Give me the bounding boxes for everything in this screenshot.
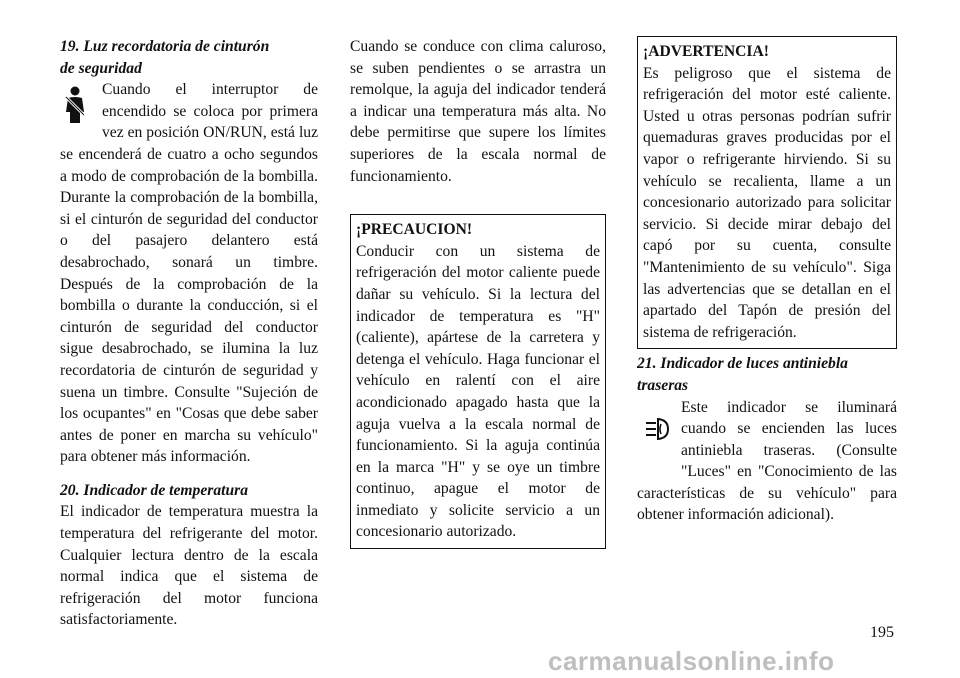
column-middle	[350, 36, 606, 549]
warning-title: ¡ADVERTENCIA!	[643, 43, 769, 60]
section21-body: Este indicador se iluminará cuando se encienden las luces antiniebla traseras. (Consulte "Luces" en "Conocimiento de las características de su vehículo" para obtener información adicional).	[637, 398, 897, 524]
column-right	[637, 36, 897, 526]
warning-body: Es peligroso que el sistema de refrigeración del motor esté caliente. Usted u otras personas podrían sufrir quemaduras graves producidas por el vapor o refrigerante hirviendo. Si su vehículo se recalienta, llame a un concesionario autorizado para solicitar servicio. Si decide mirar debajo del capó por su cuenta, consulte "Mantenimiento de su vehículo". Siga las advertencias que se detallan en el apartado del Tapón de presión del sistema de refrigeración.	[643, 64, 891, 341]
rear-fog-light-icon	[637, 397, 681, 463]
section19-body: Cuando el interruptor de encendido se coloca por primera vez en posición ON/RUN, está luz se encenderá de cuatro a ocho segundos a modo de comprobación de la bombilla. Durante la comprobación de la bombilla, si el cinturón de seguridad del conductor o del pasajero delantero está desabrochado, sonará un timbre. Después de la comprobación de la bombilla o durante la conducción, si el cinturón de seguridad del conductor sigue desabrochado, se ilumina la luz recordatoria de cinturón de seguridad y suena un timbre. Consulte "Sujeción de los ocupantes" en "Cosas que debe saber antes de poner en marcha su vehículo" para obtener más información.	[60, 81, 318, 466]
warning-box	[637, 36, 897, 349]
seatbelt-icon	[60, 79, 102, 139]
caution-box	[350, 214, 606, 549]
section19-heading	[60, 36, 318, 79]
section19-heading-line1: 19. Luz recordatoria de cinturón	[60, 38, 270, 55]
section21-heading	[637, 353, 897, 396]
watermark: carmanualsonline.info	[548, 646, 835, 676]
caution-title: ¡PRECAUCION!	[356, 221, 473, 239]
section20-continued: Cuando se conduce con clima caluroso, se suben pendientes o se arrastra un remolque, la aguja del indicador tenderá a indicar una temperatura más alta. No debe permitirse que supere los límites superiores de la escala normal de funcionamiento.	[350, 38, 606, 185]
section20-heading: 20. Indicador de temperatura	[60, 481, 248, 499]
section21-heading-line2: traseras	[637, 376, 689, 394]
section21-heading-line1: 21. Indicador de luces antiniebla	[637, 355, 848, 373]
column-left	[60, 36, 318, 631]
page-number: 195	[870, 624, 894, 641]
section20-body: El indicador de temperatura muestra la temperatura del refrigerante del motor. Cualquier lectura dentro de la escala normal indica que el sistema de refrigeración del motor funciona satisfactoriamente.	[60, 503, 318, 629]
section19-heading-line2: de seguridad	[60, 59, 142, 77]
caution-body: Conducir con un sistema de refrigeración del motor caliente puede dañar su vehículo. Si la lectura del indicador de temperatura es "H" (caliente), apártese de la carretera y detenga el vehículo. Haga funcionar el vehículo en ralentí con el aire acondicionado apagado hasta que la aguja vuelva a la escala normal de funcionamiento. Si la aguja continúa en la marca "H" y se oye un timbre continuo, apague el motor de inmediato y solicite servicio a un concesionario autorizado.	[356, 242, 600, 541]
